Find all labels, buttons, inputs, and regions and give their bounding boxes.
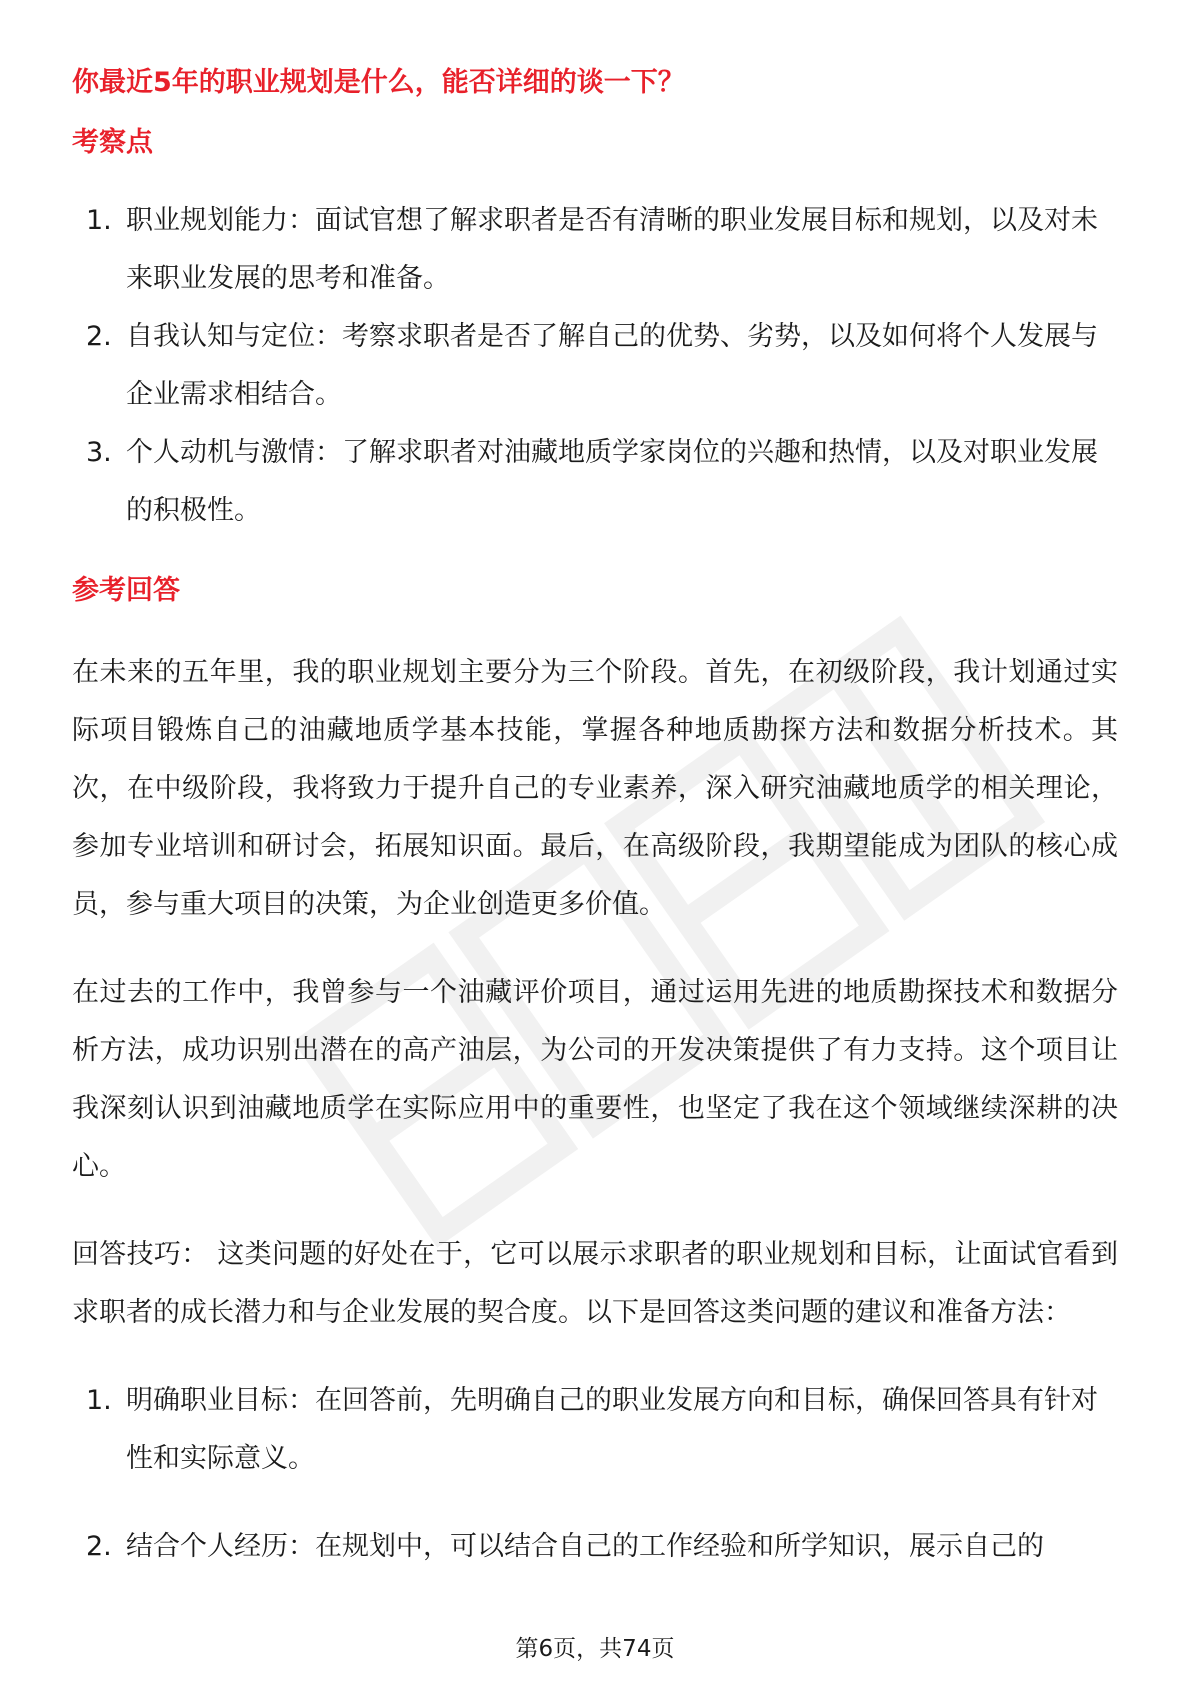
list-text: 结合个人经历：在规划中，可以结合自己的工作经验和所学知识，展示自己的 <box>126 1531 1044 1562</box>
answer-paragraph: 在过去的工作中，我曾参与一个油藏评价项目，通过运用先进的地质勘探技术和数据分析方法，成功识别出潜在的高产油层，为公司的开发决策提供了有力支持。这个项目让我深刻认识到油藏地质学在实际应用中的重要性，也坚定了我在这个领域继续深耕的决心。 <box>72 977 1118 1182</box>
page-footer: 第6页，共74页 <box>515 1636 675 1662</box>
list-number: 1. <box>86 205 112 236</box>
focus-points-list <box>72 192 1118 540</box>
list-number: 2. <box>86 321 112 352</box>
list-item <box>72 308 1118 424</box>
list-text: 职业规划能力：面试官想了解求职者是否有清晰的职业发展目标和规划，以及对未来职业发展的思考和准备。 <box>126 205 1098 294</box>
list-number: 1. <box>86 1385 112 1416</box>
list-text: 自我认知与定位：考察求职者是否了解自己的优势、劣势，以及如何将个人发展与企业需求相结合。 <box>126 321 1098 410</box>
list-text: 明确职业目标：在回答前，先明确自己的职业发展方向和目标，确保回答具有针对性和实际意义。 <box>126 1385 1098 1474</box>
question-title: 你最近5年的职业规划是什么，能否详细的谈一下？ <box>72 67 685 98</box>
answer-heading: 参考回答 <box>72 575 180 606</box>
list-item <box>72 1518 1118 1576</box>
list-item <box>72 424 1118 540</box>
list-text: 个人动机与激情：了解求职者对油藏地质学家岗位的兴趣和热情，以及对职业发展的积极性。 <box>126 437 1098 526</box>
tips-intro-paragraph: 回答技巧： 这类问题的好处在于，它可以展示求职者的职业规划和目标，让面试官看到求职者的成长潜力和与企业发展的契合度。以下是回答这类问题的建议和准备方法： <box>72 1239 1118 1328</box>
list-item <box>72 1372 1118 1488</box>
list-number: 3. <box>86 437 112 468</box>
list-item <box>72 192 1118 308</box>
focus-heading: 考察点 <box>72 127 153 158</box>
answer-paragraph: 在未来的五年里，我的职业规划主要分为三个阶段。首先，在初级阶段，我计划通过实际项目锻炼自己的油藏地质学基本技能，掌握各种地质勘探方法和数据分析技术。其次，在中级阶段，我将致力于提升自己的专业素养，深入研究油藏地质学的相关理论，参加专业培训和研讨会，拓展知识面。最后，在高级阶段，我期望能成为团队的核心成员，参与重大项目的决策，为企业创造更多价值。 <box>72 657 1118 920</box>
tips-list <box>72 1372 1118 1576</box>
list-number: 2. <box>86 1531 112 1562</box>
document-content <box>72 58 1118 1606</box>
